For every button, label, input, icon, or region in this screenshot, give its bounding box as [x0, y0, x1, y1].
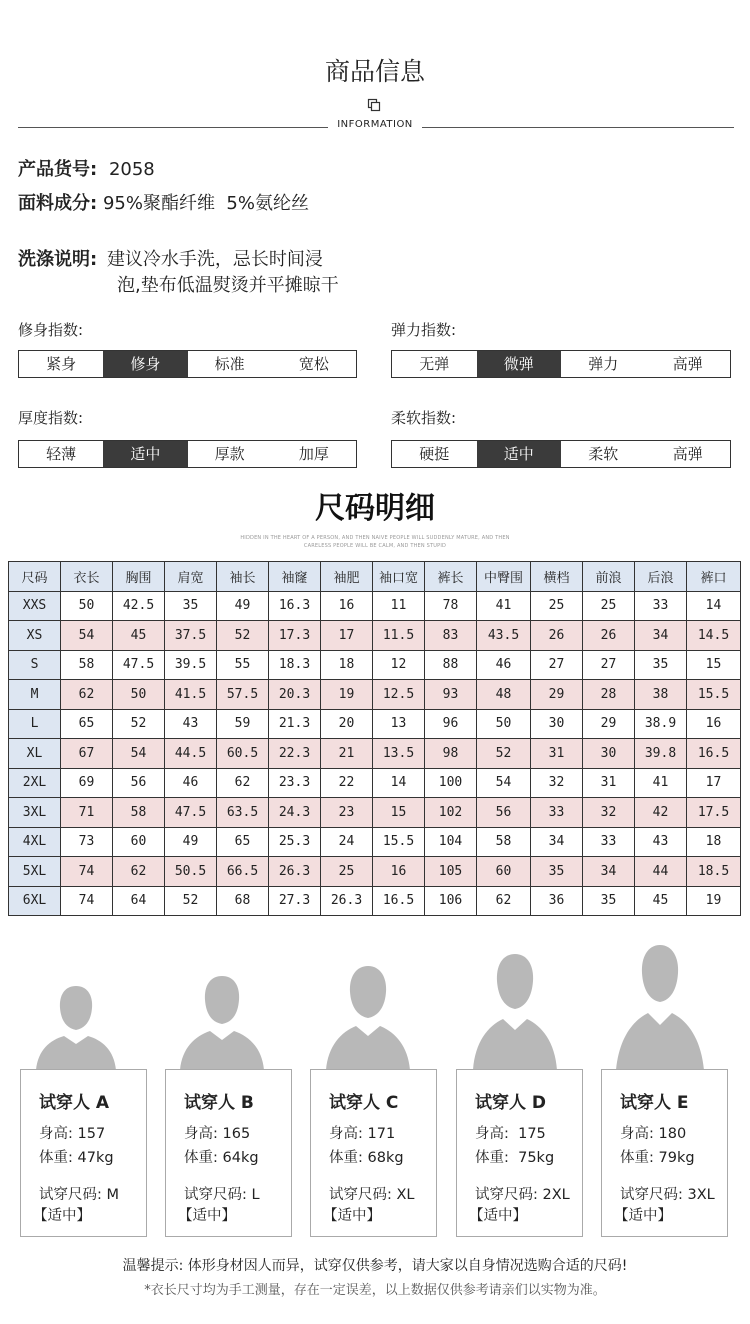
fit-option: 紧身: [46, 355, 77, 373]
elastic-index-label: 弹力指数:: [391, 321, 457, 339]
model-size: 试穿尺码: XL: [329, 1187, 415, 1203]
measurement-cell: 20.3: [269, 680, 321, 710]
measurement-cell: 33: [635, 591, 687, 621]
measurement-cell: 41: [635, 768, 687, 798]
measurement-cell: 15.5: [373, 827, 425, 857]
fabric-label: 面料成分:: [18, 193, 98, 214]
model-card-b: [165, 1069, 292, 1237]
thickness-option: 厚款: [214, 445, 245, 463]
copy-icon: [367, 98, 381, 112]
size-section-subtitle-2: CARELESS PEOPLE WILL BE CALM, AND THEN STUPID: [303, 543, 447, 549]
measurement-cell: 26.3: [321, 886, 373, 916]
measurement-cell: 23.3: [269, 768, 321, 798]
measurement-cell: 68: [217, 886, 269, 916]
model-size: 试穿尺码: 2XL: [475, 1187, 570, 1203]
measurement-cell: 29: [531, 680, 583, 710]
elastic-option: 无弹: [419, 355, 450, 373]
measurement-cell: 35: [583, 886, 635, 916]
size-table-header-cell: 后浪: [635, 562, 687, 592]
measurement-cell: 16.5: [373, 886, 425, 916]
measurement-cell: 12: [373, 650, 425, 680]
table-row: [9, 857, 741, 887]
measurement-cell: 50: [61, 591, 113, 621]
measurement-cell: 58: [477, 827, 531, 857]
model-fit: 【适中】: [33, 1208, 91, 1224]
header-subtitle: INFORMATION: [0, 119, 750, 130]
measurement-cell: 38.9: [635, 709, 687, 739]
measurement-cell: 31: [531, 739, 583, 769]
tip-note: 温馨提示: 体形身材因人而异，试穿仅供参考，请大家以自身情况选购合适的尺码!: [122, 1258, 628, 1274]
measurement-cell: 39.5: [165, 650, 217, 680]
measurement-cell: 46: [477, 650, 531, 680]
measurement-cell: 54: [61, 621, 113, 651]
size-table-header-cell: 袖长: [217, 562, 269, 592]
size-label-cell: L: [9, 709, 61, 739]
measurement-cell: 22: [321, 768, 373, 798]
measurement-cell: 30: [531, 709, 583, 739]
measurement-cell: 64: [113, 886, 165, 916]
fit-option: 宽松: [298, 355, 329, 373]
size-label-cell: 2XL: [9, 768, 61, 798]
measurement-cell: 44: [635, 857, 687, 887]
measurement-cell: 47.5: [165, 798, 217, 828]
measurement-cell: 105: [425, 857, 477, 887]
measurement-cell: 27: [531, 650, 583, 680]
model-name: 试穿人 B: [184, 1093, 254, 1113]
model-d-silhouette: [465, 950, 565, 1070]
measurement-cell: 50.5: [165, 857, 217, 887]
table-row: [9, 827, 741, 857]
size-label-cell: 4XL: [9, 827, 61, 857]
measurement-cell: 43.5: [477, 621, 531, 651]
size-table: [8, 561, 741, 916]
model-weight: 体重: 75kg: [475, 1150, 555, 1166]
wash-line-2: 泡,垫布低温熨烫并平摊晾干: [117, 275, 339, 296]
measurement-note: *衣长尺寸均为手工测量，存在一定误差，以上数据仅供参考请亲们以实物为准。: [144, 1283, 606, 1298]
measurement-cell: 52: [165, 886, 217, 916]
measurement-cell: 54: [477, 768, 531, 798]
measurement-cell: 33: [583, 827, 635, 857]
measurement-cell: 22.3: [269, 739, 321, 769]
size-table-header-cell: 袖肥: [321, 562, 373, 592]
table-row: [9, 591, 741, 621]
model-height: 身高: 175: [475, 1126, 546, 1142]
size-label-cell: 3XL: [9, 798, 61, 828]
size-table-header-cell: 横档: [531, 562, 583, 592]
softness-option-selected: 适中: [477, 441, 562, 467]
measurement-cell: 15.5: [687, 680, 741, 710]
measurement-cell: 14: [373, 768, 425, 798]
softness-index-label: 柔软指数:: [391, 409, 457, 427]
measurement-cell: 14: [687, 591, 741, 621]
measurement-cell: 25: [583, 591, 635, 621]
model-a-silhouette: [26, 978, 126, 1070]
measurement-cell: 17: [321, 621, 373, 651]
measurement-cell: 57.5: [217, 680, 269, 710]
size-table-header-cell: 尺码: [9, 562, 61, 592]
measurement-cell: 63.5: [217, 798, 269, 828]
measurement-cell: 25: [531, 591, 583, 621]
measurement-cell: 65: [217, 827, 269, 857]
size-table-header: [9, 562, 741, 592]
model-b-silhouette: [172, 968, 272, 1070]
size-label-cell: 6XL: [9, 886, 61, 916]
measurement-cell: 50: [113, 680, 165, 710]
size-label-cell: XL: [9, 739, 61, 769]
measurement-cell: 13: [373, 709, 425, 739]
model-size: 试穿尺码: 3XL: [620, 1187, 715, 1203]
elastic-option: 弹力: [588, 355, 619, 373]
model-fit: 【适中】: [178, 1208, 236, 1224]
measurement-cell: 74: [61, 886, 113, 916]
measurement-cell: 69: [61, 768, 113, 798]
measurement-cell: 27.3: [269, 886, 321, 916]
thickness-option: 轻薄: [46, 445, 77, 463]
wash-line-1: 建议冷水手洗，忌长时间浸: [106, 249, 323, 270]
size-label-cell: M: [9, 680, 61, 710]
measurement-cell: 106: [425, 886, 477, 916]
elastic-option: 高弹: [672, 355, 703, 373]
size-section-title: 尺码明细: [315, 491, 435, 526]
measurement-cell: 35: [635, 650, 687, 680]
measurement-cell: 34: [583, 857, 635, 887]
model-weight: 体重: 64kg: [184, 1150, 259, 1166]
measurement-cell: 23: [321, 798, 373, 828]
measurement-cell: 30: [583, 739, 635, 769]
measurement-cell: 20: [321, 709, 373, 739]
measurement-cell: 18.5: [687, 857, 741, 887]
measurement-cell: 29: [583, 709, 635, 739]
model-e-silhouette: [610, 943, 710, 1070]
measurement-cell: 37.5: [165, 621, 217, 651]
measurement-cell: 27: [583, 650, 635, 680]
measurement-cell: 16: [687, 709, 741, 739]
measurement-cell: 48: [477, 680, 531, 710]
measurement-cell: 16: [373, 857, 425, 887]
measurement-cell: 24: [321, 827, 373, 857]
measurement-cell: 13.5: [373, 739, 425, 769]
measurement-cell: 62: [217, 768, 269, 798]
measurement-cell: 56: [113, 768, 165, 798]
table-row: [9, 886, 741, 916]
measurement-cell: 52: [217, 621, 269, 651]
wash-label: 洗涤说明:: [18, 249, 98, 270]
model-name: 试穿人 A: [39, 1093, 110, 1113]
size-section-subtitle-1: HIDDEN IN THE HEART OF A PERSON, AND THEN NAIVE PEOPLE WILL SUDDENLY MATURE, AND THEN: [240, 535, 510, 541]
softness-option: 硬挺: [419, 445, 450, 463]
model-fit: 【适中】: [614, 1208, 672, 1224]
measurement-cell: 38: [635, 680, 687, 710]
size-label-cell: S: [9, 650, 61, 680]
measurement-cell: 16: [321, 591, 373, 621]
measurement-cell: 24.3: [269, 798, 321, 828]
measurement-cell: 58: [113, 798, 165, 828]
model-fit: 【适中】: [469, 1208, 527, 1224]
size-table-header-cell: 肩宽: [165, 562, 217, 592]
measurement-cell: 17: [687, 768, 741, 798]
measurement-cell: 42.5: [113, 591, 165, 621]
model-height: 身高: 171: [329, 1126, 396, 1142]
thickness-option-selected: 适中: [103, 441, 187, 467]
measurement-cell: 17.3: [269, 621, 321, 651]
measurement-cell: 15: [373, 798, 425, 828]
measurement-cell: 102: [425, 798, 477, 828]
fit-option-selected: 修身: [103, 351, 187, 377]
wash-row: [18, 245, 323, 271]
measurement-cell: 25.3: [269, 827, 321, 857]
model-size: 试穿尺码: M: [39, 1187, 120, 1203]
model-card-a: [20, 1069, 147, 1237]
size-table-header-cell: 袖口宽: [373, 562, 425, 592]
measurement-cell: 11.5: [373, 621, 425, 651]
model-weight: 体重: 79kg: [620, 1150, 695, 1166]
measurement-cell: 104: [425, 827, 477, 857]
measurement-cell: 36: [531, 886, 583, 916]
softness-index-scale: [391, 440, 731, 468]
measurement-cell: 32: [531, 768, 583, 798]
measurement-cell: 83: [425, 621, 477, 651]
measurement-cell: 58: [61, 650, 113, 680]
measurement-cell: 46: [165, 768, 217, 798]
measurement-cell: 11: [373, 591, 425, 621]
measurement-cell: 44.5: [165, 739, 217, 769]
size-table-header-cell: 中臀围: [477, 562, 531, 592]
fit-index-scale: [18, 350, 357, 378]
measurement-cell: 71: [61, 798, 113, 828]
measurement-cell: 56: [477, 798, 531, 828]
measurement-cell: 60.5: [217, 739, 269, 769]
measurement-cell: 43: [165, 709, 217, 739]
model-name: 试穿人 C: [329, 1093, 399, 1113]
table-row: [9, 739, 741, 769]
size-table-header-cell: 袖窿: [269, 562, 321, 592]
thickness-index-label: 厚度指数:: [18, 409, 84, 427]
measurement-cell: 43: [635, 827, 687, 857]
measurement-cell: 62: [61, 680, 113, 710]
model-name: 试穿人 D: [475, 1093, 547, 1113]
measurement-cell: 34: [635, 621, 687, 651]
fabric-row: [18, 189, 309, 215]
measurement-cell: 60: [477, 857, 531, 887]
table-row: [9, 680, 741, 710]
fit-index-label: 修身指数:: [18, 321, 84, 339]
measurement-cell: 60: [113, 827, 165, 857]
softness-option: 柔软: [588, 445, 619, 463]
measurement-cell: 19: [321, 680, 373, 710]
measurement-cell: 78: [425, 591, 477, 621]
model-height: 身高: 157: [39, 1126, 106, 1142]
measurement-cell: 19: [687, 886, 741, 916]
measurement-cell: 32: [583, 798, 635, 828]
measurement-cell: 42: [635, 798, 687, 828]
measurement-cell: 39.8: [635, 739, 687, 769]
measurement-cell: 73: [61, 827, 113, 857]
measurement-cell: 21.3: [269, 709, 321, 739]
model-card-e: [601, 1069, 728, 1237]
elastic-option-selected: 微弹: [477, 351, 562, 377]
product-code-label: 产品货号:: [18, 159, 98, 180]
measurement-cell: 100: [425, 768, 477, 798]
size-table-header-cell: 衣长: [61, 562, 113, 592]
measurement-cell: 59: [217, 709, 269, 739]
measurement-cell: 52: [477, 739, 531, 769]
measurement-cell: 54: [113, 739, 165, 769]
measurement-cell: 50: [477, 709, 531, 739]
measurement-cell: 18: [321, 650, 373, 680]
table-row: [9, 768, 741, 798]
measurement-cell: 41.5: [165, 680, 217, 710]
model-name: 试穿人 E: [620, 1093, 689, 1113]
softness-option: 高弹: [672, 445, 703, 463]
measurement-cell: 66.5: [217, 857, 269, 887]
measurement-cell: 12.5: [373, 680, 425, 710]
model-height: 身高: 165: [184, 1126, 251, 1142]
table-row: [9, 798, 741, 828]
size-table-header-cell: 胸围: [113, 562, 165, 592]
measurement-cell: 17.5: [687, 798, 741, 828]
measurement-cell: 16.3: [269, 591, 321, 621]
measurement-cell: 28: [583, 680, 635, 710]
product-code-row: [18, 155, 155, 181]
product-code-value: 2058: [108, 159, 155, 180]
table-row: [9, 650, 741, 680]
measurement-cell: 16.5: [687, 739, 741, 769]
measurement-cell: 35: [165, 591, 217, 621]
model-size: 试穿尺码: L: [184, 1187, 260, 1203]
measurement-cell: 31: [583, 768, 635, 798]
measurement-cell: 49: [217, 591, 269, 621]
page-title: 商品信息: [324, 57, 425, 86]
measurement-cell: 26: [583, 621, 635, 651]
model-weight: 体重: 47kg: [39, 1150, 114, 1166]
size-table-header-cell: 裤长: [425, 562, 477, 592]
measurement-cell: 98: [425, 739, 477, 769]
size-table-header-cell: 裤口: [687, 562, 741, 592]
measurement-cell: 74: [61, 857, 113, 887]
measurement-cell: 33: [531, 798, 583, 828]
measurement-cell: 52: [113, 709, 165, 739]
measurement-cell: 47.5: [113, 650, 165, 680]
measurement-cell: 35: [531, 857, 583, 887]
size-label-cell: XXS: [9, 591, 61, 621]
size-table-header-cell: 前浪: [583, 562, 635, 592]
measurement-cell: 25: [321, 857, 373, 887]
model-weight: 体重: 68kg: [329, 1150, 404, 1166]
measurement-cell: 14.5: [687, 621, 741, 651]
fabric-value: 95%聚酯纤维 5%氨纶丝: [102, 193, 309, 214]
table-row: [9, 709, 741, 739]
measurement-cell: 65: [61, 709, 113, 739]
measurement-cell: 88: [425, 650, 477, 680]
measurement-cell: 41: [477, 591, 531, 621]
measurement-cell: 18: [687, 827, 741, 857]
measurement-cell: 15: [687, 650, 741, 680]
measurement-cell: 93: [425, 680, 477, 710]
table-row: [9, 621, 741, 651]
model-card-c: [310, 1069, 437, 1237]
measurement-cell: 26.3: [269, 857, 321, 887]
measurement-cell: 67: [61, 739, 113, 769]
measurement-cell: 21: [321, 739, 373, 769]
model-height: 身高: 180: [620, 1126, 687, 1142]
fit-option: 标准: [214, 355, 245, 373]
measurement-cell: 26: [531, 621, 583, 651]
measurement-cell: 34: [531, 827, 583, 857]
measurement-cell: 49: [165, 827, 217, 857]
measurement-cell: 62: [477, 886, 531, 916]
size-label-cell: 5XL: [9, 857, 61, 887]
measurement-cell: 62: [113, 857, 165, 887]
model-card-d: [456, 1069, 583, 1237]
model-c-silhouette: [318, 960, 418, 1070]
measurement-cell: 45: [113, 621, 165, 651]
measurement-cell: 96: [425, 709, 477, 739]
thickness-option: 加厚: [298, 445, 329, 463]
elastic-index-scale: [391, 350, 731, 378]
measurement-cell: 18.3: [269, 650, 321, 680]
model-fit: 【适中】: [323, 1208, 381, 1224]
size-label-cell: XS: [9, 621, 61, 651]
measurement-cell: 45: [635, 886, 687, 916]
measurement-cell: 55: [217, 650, 269, 680]
thickness-index-scale: [18, 440, 357, 468]
